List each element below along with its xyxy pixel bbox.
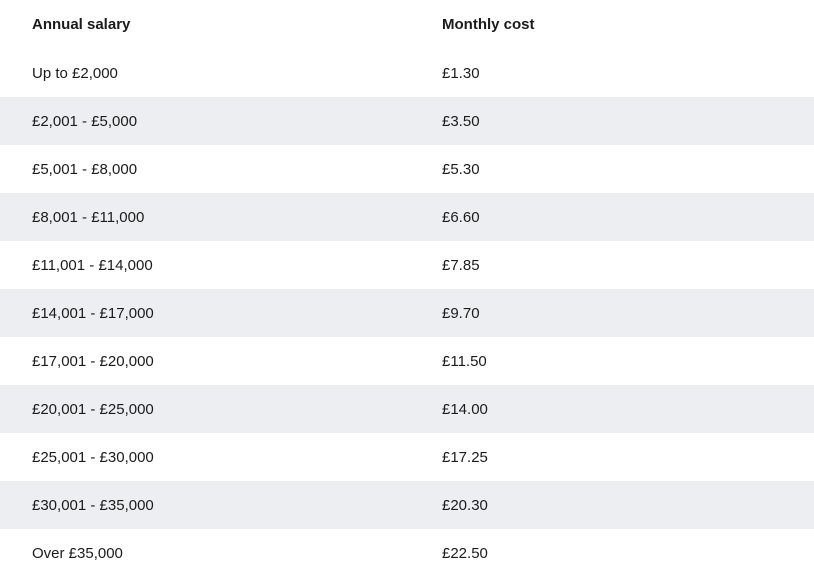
- table-row: [0, 481, 814, 529]
- column-header-annual-salary: Annual salary: [0, 0, 440, 49]
- cell-annual-salary: £11,001 - £14,000: [0, 241, 440, 289]
- cell-monthly-cost: £11.50: [440, 337, 814, 385]
- table-row: [0, 433, 814, 481]
- cell-monthly-cost: £20.30: [440, 481, 814, 529]
- cell-annual-salary: Over £35,000: [0, 529, 440, 577]
- cell-monthly-cost: £22.50: [440, 529, 814, 577]
- cell-annual-salary: £2,001 - £5,000: [0, 97, 440, 145]
- cell-annual-salary: £17,001 - £20,000: [0, 337, 440, 385]
- cell-monthly-cost: £14.00: [440, 385, 814, 433]
- table-row: [0, 385, 814, 433]
- cell-monthly-cost: £5.30: [440, 145, 814, 193]
- cell-annual-salary: £25,001 - £30,000: [0, 433, 440, 481]
- cell-monthly-cost: £17.25: [440, 433, 814, 481]
- cell-monthly-cost: £9.70: [440, 289, 814, 337]
- cell-annual-salary: £14,001 - £17,000: [0, 289, 440, 337]
- table-row: [0, 337, 814, 385]
- table-row: [0, 49, 814, 97]
- table-row: [0, 289, 814, 337]
- cell-monthly-cost: £1.30: [440, 49, 814, 97]
- cell-monthly-cost: £6.60: [440, 193, 814, 241]
- table-body: [0, 49, 814, 577]
- table-header-row: [0, 0, 814, 49]
- cell-annual-salary: £20,001 - £25,000: [0, 385, 440, 433]
- cell-annual-salary: £8,001 - £11,000: [0, 193, 440, 241]
- cell-annual-salary: Up to £2,000: [0, 49, 440, 97]
- table-header: [0, 0, 814, 49]
- table-row: [0, 97, 814, 145]
- table-row: [0, 145, 814, 193]
- table-row: [0, 241, 814, 289]
- table-row: [0, 529, 814, 577]
- table-row: [0, 193, 814, 241]
- cell-annual-salary: £5,001 - £8,000: [0, 145, 440, 193]
- cell-annual-salary: £30,001 - £35,000: [0, 481, 440, 529]
- column-header-monthly-cost: Monthly cost: [440, 0, 814, 49]
- cell-monthly-cost: £7.85: [440, 241, 814, 289]
- cell-monthly-cost: £3.50: [440, 97, 814, 145]
